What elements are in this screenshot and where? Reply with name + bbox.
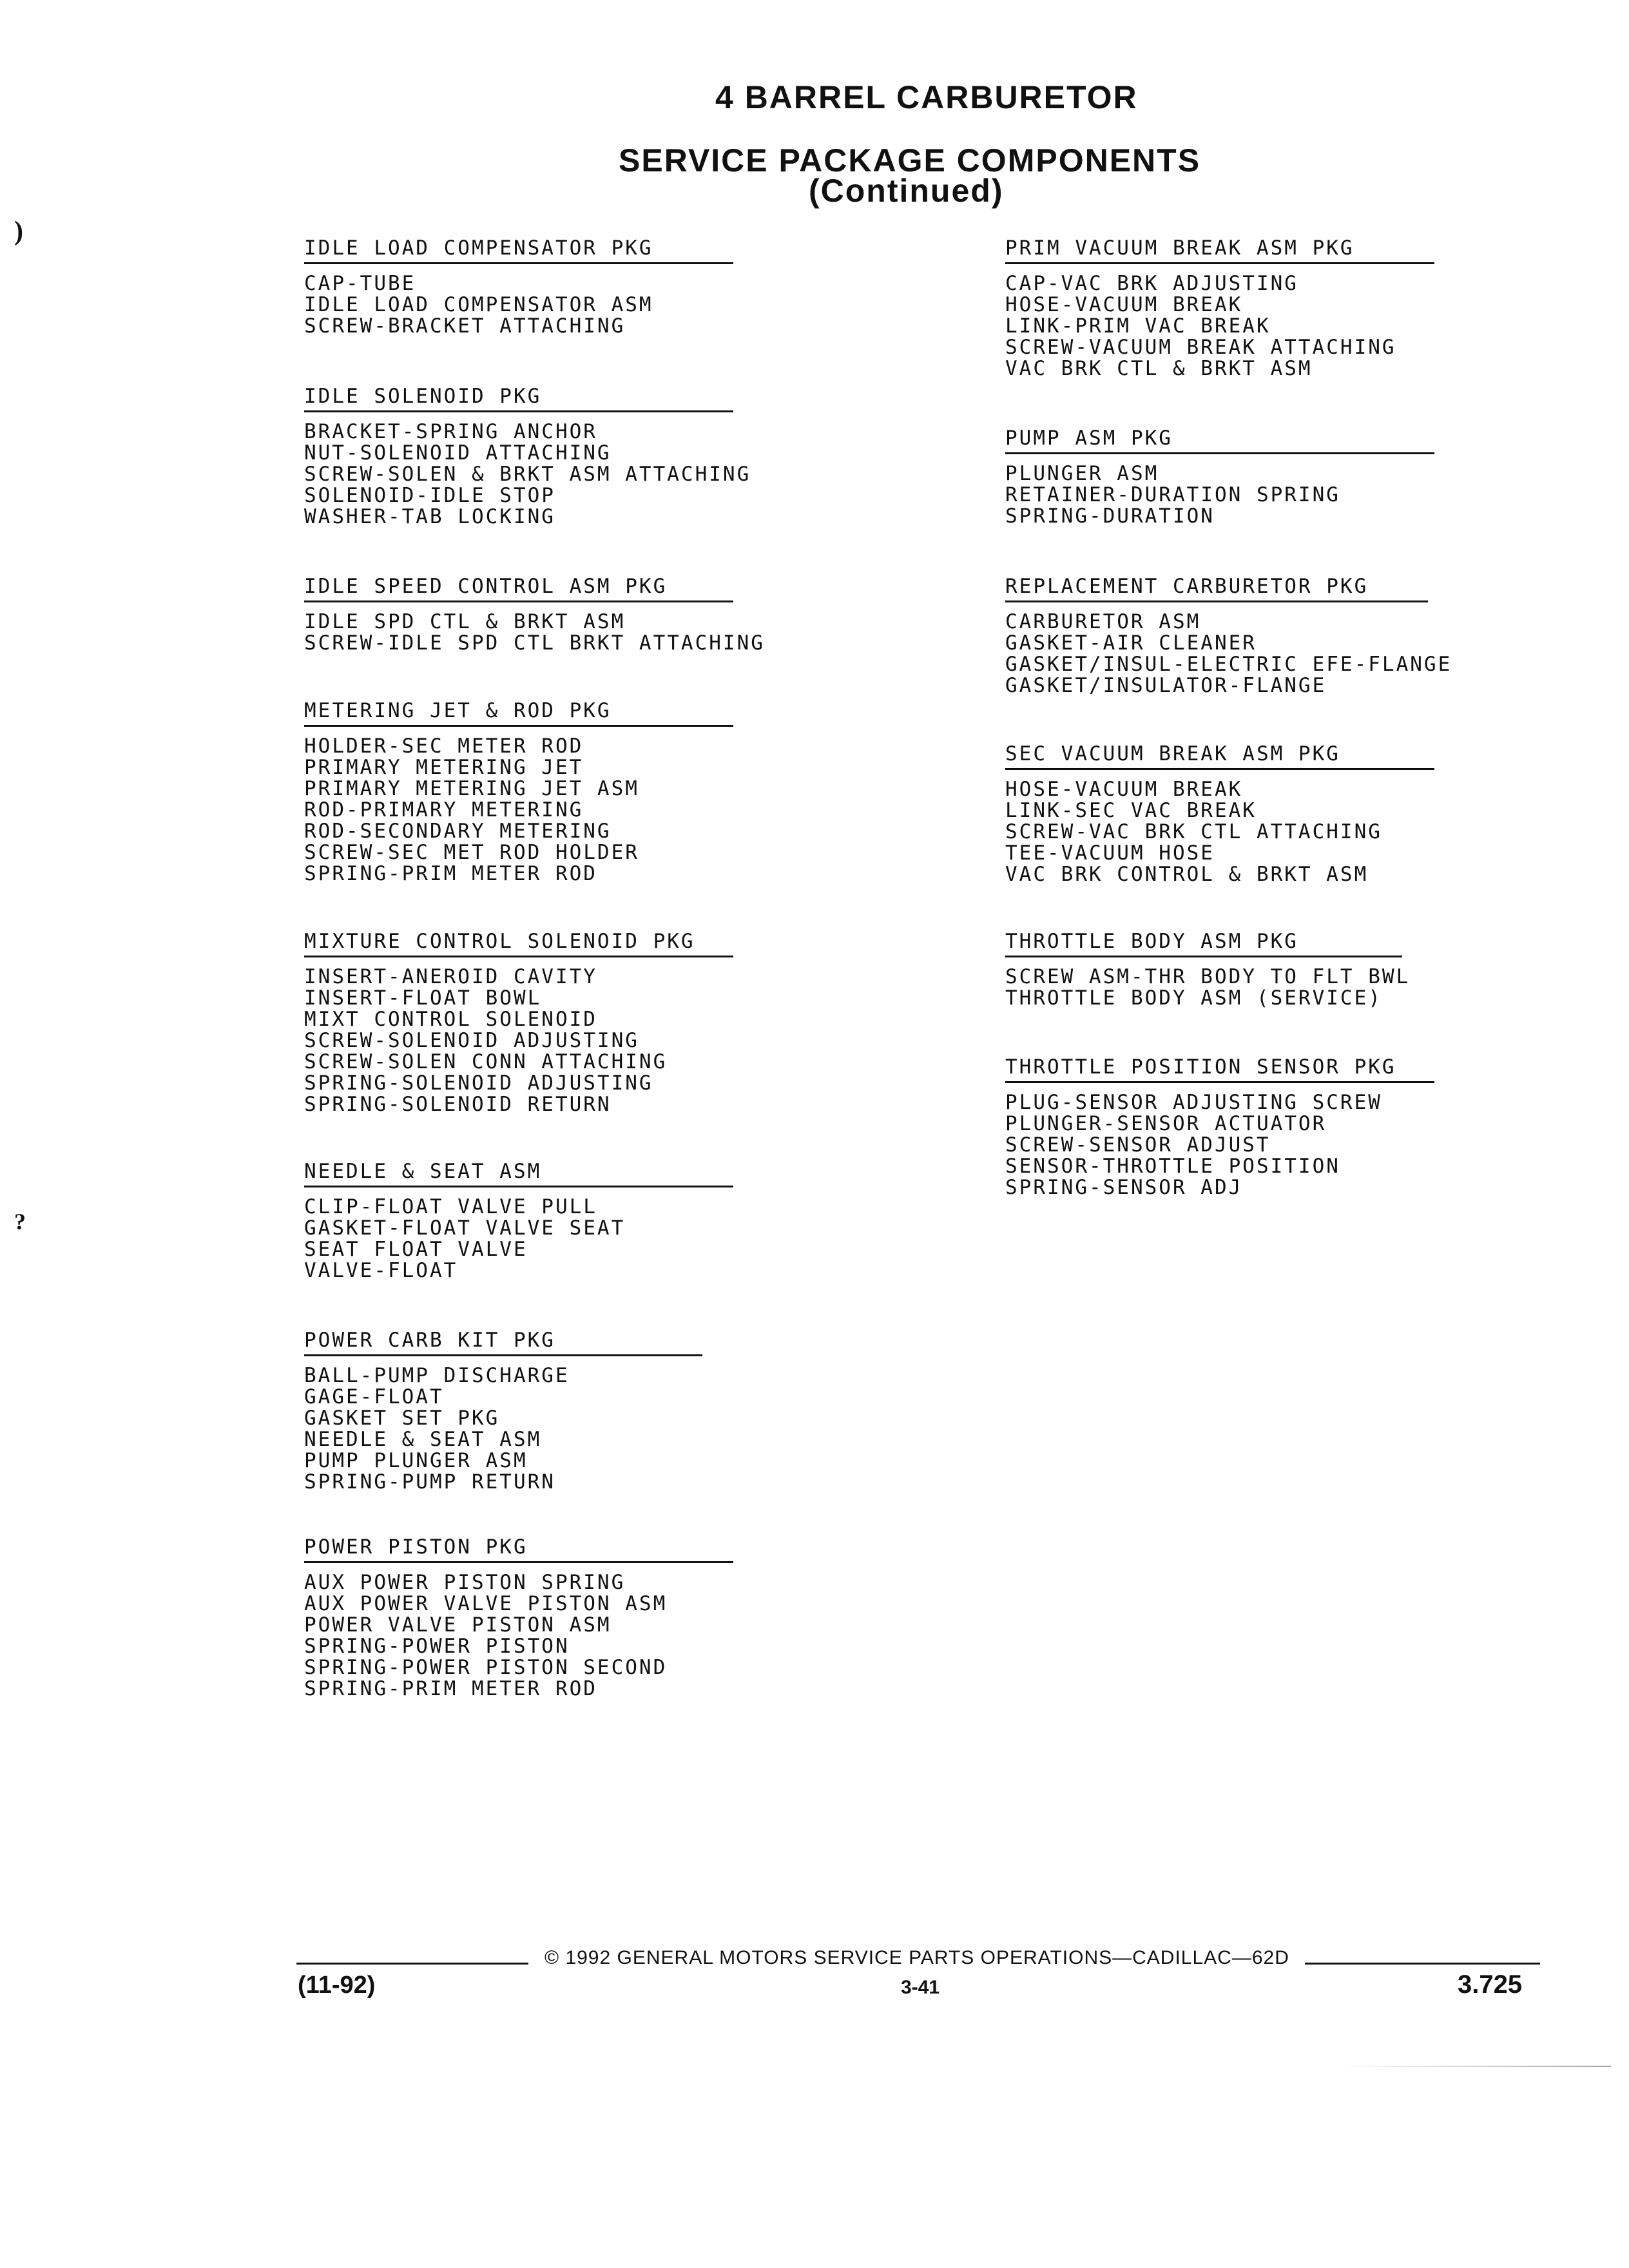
component-item: SPRING-PUMP RETURN bbox=[304, 1470, 555, 1494]
component-item: BALL-PUMP DISCHARGE bbox=[304, 1364, 570, 1387]
component-list bbox=[304, 421, 751, 528]
component-list bbox=[304, 966, 733, 1115]
package-section bbox=[304, 1327, 702, 1493]
section-heading: NEEDLE & SEAT ASM bbox=[304, 1158, 733, 1187]
component-list bbox=[304, 611, 765, 654]
page-subtitle-continued: (Continued) bbox=[809, 173, 1004, 209]
footer-page-number: 3-41 bbox=[901, 1977, 940, 1998]
margin-mark-middle: ? bbox=[14, 1209, 26, 1235]
package-section bbox=[1005, 928, 1410, 1009]
component-item: SCREW-IDLE SPD CTL BRKT ATTACHING bbox=[304, 631, 765, 655]
component-item: IDLE SPD CTL & BRKT ASM bbox=[304, 610, 626, 633]
component-item: POWER VALVE PISTON ASM bbox=[304, 1613, 612, 1637]
component-list bbox=[1005, 463, 1434, 527]
component-item: CAP-VAC BRK ADJUSTING bbox=[1005, 272, 1298, 295]
component-item: PRIMARY METERING JET ASM bbox=[304, 777, 639, 800]
page-subtitle: SERVICE PACKAGE COMPONENTS bbox=[619, 142, 1201, 178]
component-item: CAP-TUBE bbox=[304, 272, 416, 295]
package-section bbox=[304, 383, 751, 528]
component-item: SCREW-SENSOR ADJUST bbox=[1005, 1133, 1271, 1157]
component-item: ROD-SECONDARY METERING bbox=[304, 820, 612, 843]
component-list bbox=[1005, 611, 1452, 697]
component-item: WASHER-TAB LOCKING bbox=[304, 505, 555, 528]
component-item: HOLDER-SEC METER ROD bbox=[304, 735, 584, 758]
component-list bbox=[304, 736, 733, 885]
component-item: NUT-SOLENOID ATTACHING bbox=[304, 441, 612, 465]
component-item: HOSE-VACUUM BREAK bbox=[1005, 293, 1243, 316]
package-section bbox=[304, 573, 765, 654]
scan-artifact-line bbox=[1340, 2066, 1611, 2067]
component-item: PLUG-SENSOR ADJUSTING SCREW bbox=[1005, 1091, 1382, 1114]
component-item: SPRING-DURATION bbox=[1005, 505, 1215, 528]
package-section bbox=[304, 1534, 733, 1700]
footer-section-number: 3.725 bbox=[1458, 1970, 1523, 1999]
component-item: PLUNGER ASM bbox=[1005, 462, 1159, 485]
component-item: SCREW-SOLEN & BRKT ASM ATTACHING bbox=[304, 463, 751, 486]
component-item: IDLE LOAD COMPENSATOR ASM bbox=[304, 293, 653, 316]
package-section bbox=[1005, 425, 1434, 527]
component-item: CLIP-FLOAT VALVE PULL bbox=[304, 1195, 597, 1218]
component-item: VALVE-FLOAT bbox=[304, 1259, 458, 1282]
component-item: SCREW ASM-THR BODY TO FLT BWL bbox=[1005, 965, 1411, 988]
component-item: HOSE-VACUUM BREAK bbox=[1005, 778, 1243, 801]
section-heading: PRIM VACUUM BREAK ASM PKG bbox=[1005, 235, 1434, 264]
component-item: AUX POWER VALVE PISTON ASM bbox=[304, 1592, 668, 1615]
package-section bbox=[304, 928, 733, 1115]
component-list bbox=[304, 1572, 733, 1700]
component-item: SEAT FLOAT VALVE bbox=[304, 1238, 528, 1261]
component-item: INSERT-ANEROID CAVITY bbox=[304, 965, 597, 988]
component-item: GAGE-FLOAT bbox=[304, 1385, 444, 1408]
component-item: ROD-PRIMARY METERING bbox=[304, 798, 584, 822]
component-item: SCREW-VAC BRK CTL ATTACHING bbox=[1005, 820, 1382, 843]
section-heading: IDLE SPEED CONTROL ASM PKG bbox=[304, 573, 733, 602]
component-item: PRIMARY METERING JET bbox=[304, 756, 584, 779]
section-heading: SEC VACUUM BREAK ASM PKG bbox=[1005, 741, 1434, 770]
package-section bbox=[304, 698, 733, 885]
package-section bbox=[1005, 573, 1452, 697]
component-item: SPRING-POWER PISTON SECOND bbox=[304, 1656, 668, 1679]
component-item: VAC BRK CTL & BRKT ASM bbox=[1005, 357, 1313, 380]
component-item: RETAINER-DURATION SPRING bbox=[1005, 483, 1340, 506]
section-heading: THROTTLE BODY ASM PKG bbox=[1005, 928, 1402, 957]
package-section bbox=[1005, 741, 1434, 885]
component-item: SOLENOID-IDLE STOP bbox=[304, 484, 555, 507]
section-heading: POWER PISTON PKG bbox=[304, 1534, 733, 1563]
component-item: SPRING-SOLENOID ADJUSTING bbox=[304, 1072, 653, 1095]
component-item: NEEDLE & SEAT ASM bbox=[304, 1428, 542, 1451]
footer-rule-right bbox=[1305, 1963, 1540, 1965]
component-item: GASKET/INSUL-ELECTRIC EFE-FLANGE bbox=[1005, 653, 1452, 676]
component-item: SCREW-SEC MET ROD HOLDER bbox=[304, 841, 639, 864]
component-item: SCREW-BRACKET ATTACHING bbox=[304, 314, 626, 338]
component-item: CARBURETOR ASM bbox=[1005, 610, 1201, 633]
section-heading: IDLE LOAD COMPENSATOR PKG bbox=[304, 235, 733, 264]
section-heading: THROTTLE POSITION SENSOR PKG bbox=[1005, 1054, 1434, 1083]
component-list bbox=[1005, 273, 1434, 380]
component-item: MIXT CONTROL SOLENOID bbox=[304, 1008, 597, 1031]
component-item: PUMP PLUNGER ASM bbox=[304, 1449, 528, 1472]
component-list bbox=[1005, 966, 1410, 1009]
component-list bbox=[304, 1365, 702, 1493]
package-section bbox=[304, 1158, 733, 1282]
package-section bbox=[1005, 235, 1434, 380]
component-item: SPRING-SOLENOID RETURN bbox=[304, 1093, 612, 1116]
component-item: SPRING-SENSOR ADJ bbox=[1005, 1176, 1243, 1199]
margin-mark-top: ) bbox=[14, 216, 23, 246]
package-section bbox=[304, 235, 733, 337]
section-heading: REPLACEMENT CARBURETOR PKG bbox=[1005, 573, 1428, 602]
section-heading: PUMP ASM PKG bbox=[1005, 425, 1434, 454]
component-item: SPRING-PRIM METER ROD bbox=[304, 1677, 597, 1700]
section-heading: IDLE SOLENOID PKG bbox=[304, 383, 733, 412]
footer-rule-left bbox=[296, 1963, 528, 1965]
component-item: SPRING-PRIM METER ROD bbox=[304, 862, 597, 885]
component-list bbox=[1005, 779, 1434, 885]
section-heading: POWER CARB KIT PKG bbox=[304, 1327, 702, 1356]
component-item: LINK-PRIM VAC BREAK bbox=[1005, 314, 1271, 338]
footer-copyright: © 1992 GENERAL MOTORS SERVICE PARTS OPERATIONS—CADILLAC—62D bbox=[545, 1947, 1289, 1968]
page-title: 4 BARREL CARBURETOR bbox=[715, 79, 1138, 115]
section-heading: MIXTURE CONTROL SOLENOID PKG bbox=[304, 928, 733, 957]
component-item: BRACKET-SPRING ANCHOR bbox=[304, 420, 597, 443]
component-list bbox=[304, 273, 733, 337]
component-item: INSERT-FLOAT BOWL bbox=[304, 986, 542, 1010]
package-section bbox=[1005, 1054, 1434, 1198]
component-item: SCREW-VACUUM BREAK ATTACHING bbox=[1005, 336, 1396, 359]
component-item: GASKET-AIR CLEANER bbox=[1005, 631, 1257, 655]
component-item: SCREW-SOLENOID ADJUSTING bbox=[304, 1029, 639, 1052]
component-item: SCREW-SOLEN CONN ATTACHING bbox=[304, 1050, 668, 1073]
component-list bbox=[1005, 1092, 1434, 1198]
component-item: TEE-VACUUM HOSE bbox=[1005, 841, 1215, 865]
component-item: GASKET SET PKG bbox=[304, 1407, 500, 1430]
component-item: VAC BRK CONTROL & BRKT ASM bbox=[1005, 863, 1369, 886]
component-item: THROTTLE BODY ASM (SERVICE) bbox=[1005, 986, 1382, 1010]
component-item: PLUNGER-SENSOR ACTUATOR bbox=[1005, 1112, 1327, 1135]
component-item: GASKET-FLOAT VALVE SEAT bbox=[304, 1216, 626, 1240]
component-item: LINK-SEC VAC BREAK bbox=[1005, 799, 1257, 822]
component-item: AUX POWER PISTON SPRING bbox=[304, 1571, 626, 1594]
component-item: SENSOR-THROTTLE POSITION bbox=[1005, 1155, 1340, 1178]
component-item: GASKET/INSULATOR-FLANGE bbox=[1005, 674, 1327, 697]
component-item: SPRING-POWER PISTON bbox=[304, 1635, 570, 1658]
footer-date: (11-92) bbox=[298, 1972, 376, 1999]
section-heading: METERING JET & ROD PKG bbox=[304, 698, 733, 727]
component-list bbox=[304, 1196, 733, 1282]
